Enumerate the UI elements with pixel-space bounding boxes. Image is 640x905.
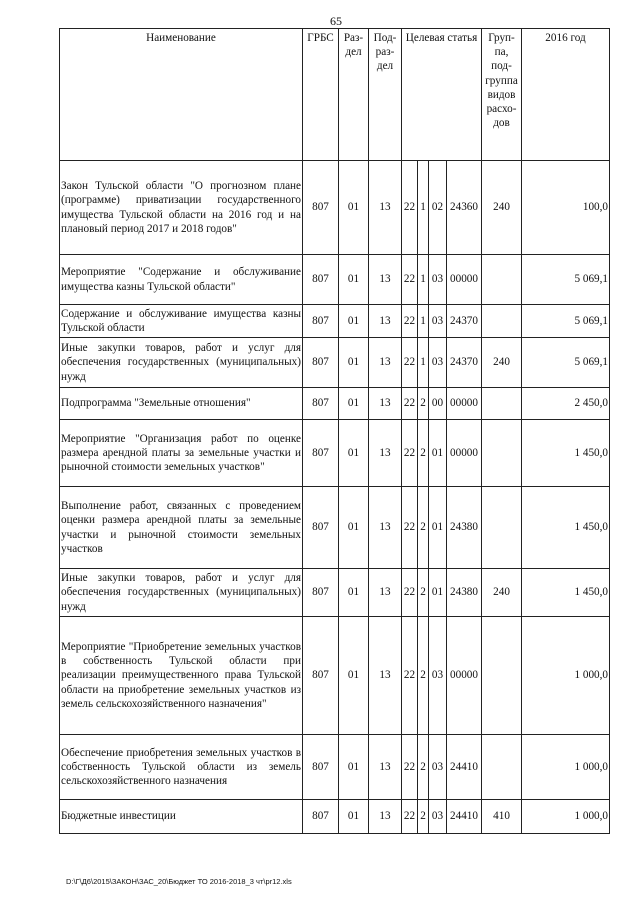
row-razdel: 01 xyxy=(339,338,369,388)
row-target-subprogram: 1 xyxy=(418,338,429,388)
table-row xyxy=(60,388,610,420)
row-target-direction: 00000 xyxy=(447,388,482,420)
row-name: Закон Тульской области "О прогнозном плане (программе) приватизации государственного имущества Тульской области на 2016 год и на плановый период 2017 и 2018 годов" xyxy=(60,161,303,255)
row-amount: 1 000,0 xyxy=(522,735,610,800)
row-amount: 5 069,1 xyxy=(522,338,610,388)
row-expense-group xyxy=(482,388,522,420)
row-target-measure: 03 xyxy=(429,338,447,388)
row-razdel: 01 xyxy=(339,161,369,255)
row-razdel: 01 xyxy=(339,487,369,569)
row-target-direction: 00000 xyxy=(447,617,482,735)
row-target-measure: 01 xyxy=(429,487,447,569)
row-expense-group xyxy=(482,487,522,569)
row-target-subprogram: 2 xyxy=(418,617,429,735)
row-target-subprogram: 2 xyxy=(418,569,429,617)
row-target-program: 22 xyxy=(402,487,418,569)
row-grbs: 807 xyxy=(303,487,339,569)
row-target-subprogram: 2 xyxy=(418,800,429,834)
row-name: Мероприятие "Приобретение земельных участков в собственность Тульской области при реализации преимущественного права Тульской области на приобретение земельных участков из земель сельскохозяйственного назначения" xyxy=(60,617,303,735)
row-target-measure: 00 xyxy=(429,388,447,420)
row-target-measure: 02 xyxy=(429,161,447,255)
table-row xyxy=(60,487,610,569)
row-target-direction: 24360 xyxy=(447,161,482,255)
row-target-direction: 24380 xyxy=(447,487,482,569)
row-grbs: 807 xyxy=(303,161,339,255)
row-name: Подпрограмма "Земельные отношения" xyxy=(60,388,303,420)
row-target-direction: 24410 xyxy=(447,735,482,800)
row-razdel: 01 xyxy=(339,305,369,338)
row-target-program: 22 xyxy=(402,617,418,735)
header-expense-group: Груп-па, под-группа видов расхо-дов xyxy=(482,29,522,161)
row-podrazdel: 13 xyxy=(369,255,402,305)
row-target-measure: 03 xyxy=(429,305,447,338)
row-grbs: 807 xyxy=(303,255,339,305)
row-target-subprogram: 1 xyxy=(418,305,429,338)
row-target-program: 22 xyxy=(402,800,418,834)
row-podrazdel: 13 xyxy=(369,569,402,617)
row-target-direction: 24370 xyxy=(447,305,482,338)
row-grbs: 807 xyxy=(303,338,339,388)
row-amount: 5 069,1 xyxy=(522,255,610,305)
row-podrazdel: 13 xyxy=(369,800,402,834)
row-target-subprogram: 2 xyxy=(418,735,429,800)
row-name: Мероприятие "Содержание и обслуживание имущества казны Тульской области" xyxy=(60,255,303,305)
row-target-program: 22 xyxy=(402,735,418,800)
row-razdel: 01 xyxy=(339,735,369,800)
row-amount: 5 069,1 xyxy=(522,305,610,338)
row-target-subprogram: 2 xyxy=(418,388,429,420)
row-expense-group: 240 xyxy=(482,161,522,255)
row-razdel: 01 xyxy=(339,800,369,834)
table-row xyxy=(60,617,610,735)
row-podrazdel: 13 xyxy=(369,420,402,487)
row-expense-group xyxy=(482,255,522,305)
row-podrazdel: 13 xyxy=(369,338,402,388)
table-header-row xyxy=(60,29,610,161)
row-target-direction: 24380 xyxy=(447,569,482,617)
table-body xyxy=(60,161,610,834)
row-amount: 1 450,0 xyxy=(522,569,610,617)
row-razdel: 01 xyxy=(339,388,369,420)
table-row xyxy=(60,305,610,338)
row-target-measure: 03 xyxy=(429,735,447,800)
row-target-program: 22 xyxy=(402,388,418,420)
row-amount: 1 000,0 xyxy=(522,800,610,834)
row-expense-group xyxy=(482,617,522,735)
row-target-program: 22 xyxy=(402,420,418,487)
row-target-program: 22 xyxy=(402,569,418,617)
header-podrazdel: Под-раз-дел xyxy=(369,29,402,161)
row-target-measure: 03 xyxy=(429,617,447,735)
row-target-direction: 24410 xyxy=(447,800,482,834)
row-amount: 1 450,0 xyxy=(522,487,610,569)
table-row xyxy=(60,800,610,834)
header-name: Наименование xyxy=(60,29,303,161)
row-expense-group xyxy=(482,305,522,338)
row-grbs: 807 xyxy=(303,800,339,834)
row-target-program: 22 xyxy=(402,161,418,255)
row-razdel: 01 xyxy=(339,617,369,735)
table-row xyxy=(60,569,610,617)
row-expense-group xyxy=(482,420,522,487)
row-grbs: 807 xyxy=(303,617,339,735)
row-target-program: 22 xyxy=(402,305,418,338)
table-row xyxy=(60,255,610,305)
row-razdel: 01 xyxy=(339,569,369,617)
row-target-subprogram: 2 xyxy=(418,487,429,569)
row-podrazdel: 13 xyxy=(369,305,402,338)
header-year: 2016 год xyxy=(522,29,610,161)
row-amount: 2 450,0 xyxy=(522,388,610,420)
row-expense-group: 240 xyxy=(482,338,522,388)
row-podrazdel: 13 xyxy=(369,161,402,255)
row-name: Иные закупки товаров, работ и услуг для обеспечения государственных (муниципальных) нужд xyxy=(60,338,303,388)
row-name: Выполнение работ, связанных с проведением оценки размера арендной платы за земельные участки и рыночной стоимости земельных участков xyxy=(60,487,303,569)
row-podrazdel: 13 xyxy=(369,487,402,569)
file-path-footer: D:\Г\Д6\2015\ЗАКОН\ЗАС_20\Бюджет ТО 2016-2018_3 чт\pr12.xls xyxy=(66,877,292,886)
budget-table xyxy=(59,28,610,834)
row-expense-group xyxy=(482,735,522,800)
row-name: Обеспечение приобретения земельных участков в собственность Тульской области из земель сельскохозяйственного назначения xyxy=(60,735,303,800)
row-razdel: 01 xyxy=(339,420,369,487)
header-razdel: Раз-дел xyxy=(339,29,369,161)
row-target-direction: 00000 xyxy=(447,255,482,305)
row-podrazdel: 13 xyxy=(369,617,402,735)
row-target-subprogram: 1 xyxy=(418,161,429,255)
row-target-direction: 00000 xyxy=(447,420,482,487)
row-name: Содержание и обслуживание имущества казны Тульской области xyxy=(60,305,303,338)
row-grbs: 807 xyxy=(303,305,339,338)
row-razdel: 01 xyxy=(339,255,369,305)
row-name: Иные закупки товаров, работ и услуг для обеспечения государственных (муниципальных) нужд xyxy=(60,569,303,617)
row-target-subprogram: 1 xyxy=(418,255,429,305)
row-target-measure: 03 xyxy=(429,800,447,834)
table-row xyxy=(60,338,610,388)
row-grbs: 807 xyxy=(303,569,339,617)
table-row xyxy=(60,735,610,800)
row-target-subprogram: 2 xyxy=(418,420,429,487)
row-target-program: 22 xyxy=(402,255,418,305)
row-target-measure: 03 xyxy=(429,255,447,305)
row-expense-group: 410 xyxy=(482,800,522,834)
row-grbs: 807 xyxy=(303,420,339,487)
header-grbs: ГРБС xyxy=(303,29,339,161)
row-podrazdel: 13 xyxy=(369,735,402,800)
row-podrazdel: 13 xyxy=(369,388,402,420)
row-grbs: 807 xyxy=(303,388,339,420)
row-expense-group: 240 xyxy=(482,569,522,617)
row-grbs: 807 xyxy=(303,735,339,800)
table-row xyxy=(60,420,610,487)
header-target-article: Целевая статья xyxy=(402,29,482,161)
row-target-measure: 01 xyxy=(429,569,447,617)
row-name: Бюджетные инвестиции xyxy=(60,800,303,834)
row-amount: 1 450,0 xyxy=(522,420,610,487)
page-number: 65 xyxy=(330,14,342,28)
row-target-direction: 24370 xyxy=(447,338,482,388)
row-target-program: 22 xyxy=(402,338,418,388)
row-amount: 1 000,0 xyxy=(522,617,610,735)
row-name: Мероприятие "Организация работ по оценке размера арендной платы за земельные участки и рыночной стоимости земельных участков" xyxy=(60,420,303,487)
table-row xyxy=(60,161,610,255)
row-amount: 100,0 xyxy=(522,161,610,255)
row-target-measure: 01 xyxy=(429,420,447,487)
